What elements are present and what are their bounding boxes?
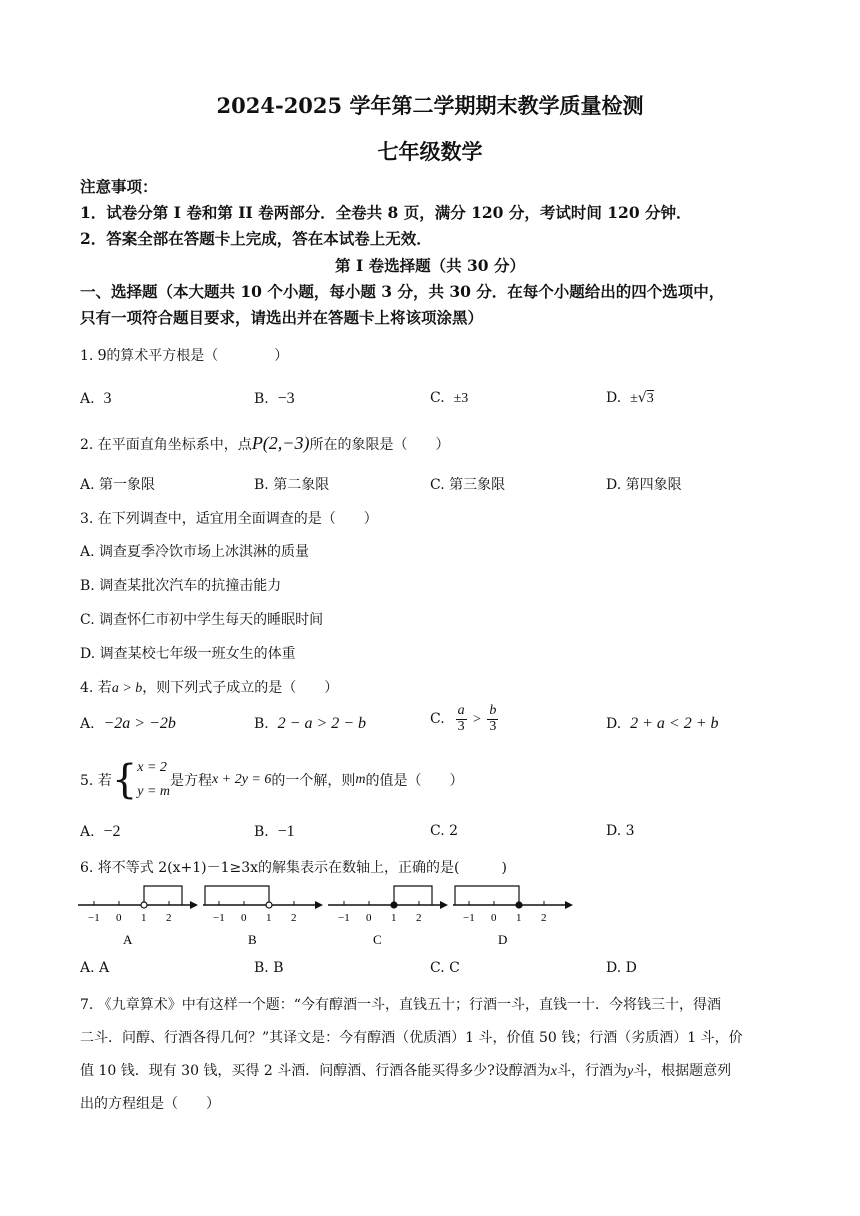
- question-7-line-2: 二斗．问醇、行酒各得几何？”其译文是：今有醇酒（优质酒）1 斗，价值 50 钱；行酒（劣质酒）1 斗，价: [80, 1030, 743, 1046]
- q4-option-c: C. $\frac{a}{3}$ > $\frac{b}{3}$: [430, 703, 497, 734]
- q1-expression: 9: [97, 345, 107, 364]
- number-line-c: [328, 880, 448, 954]
- q6-option-b: B. B: [254, 960, 284, 976]
- q5-system: x = 2 y = m: [137, 760, 171, 799]
- svg-text:2: 2: [291, 912, 297, 924]
- question-3-stem: 3. 在下列调查中，适宜用全面调查的是（ ）: [80, 511, 378, 527]
- question-2-stem: 2. 在平面直角坐标系中，点P(2,−3)所在的象限是（ ）: [80, 433, 450, 453]
- number-line-a: [78, 880, 198, 954]
- notice-item-2: 2．答案全部在答题卡上完成，答在本试卷上无效．: [80, 229, 432, 248]
- q3-option-b: B. 调查某批次汽车的抗撞击能力: [80, 578, 282, 594]
- q1-option-d: D. ±√3: [606, 390, 654, 406]
- q4-option-b: B. 2 − a > 2 − b: [254, 715, 367, 732]
- svg-text:2: 2: [416, 912, 422, 924]
- q6-option-c: C. C: [430, 960, 460, 976]
- question-4-stem: 4. 若a > b，则下列式子成立的是（ ）: [80, 680, 339, 696]
- q1-option-a: A. 3: [80, 390, 112, 407]
- section-instruction-2: 只有一项符合题目要求，请选出并在答题卡上将该项涂黑）: [80, 308, 484, 327]
- notice-heading: 注意事项：: [80, 177, 158, 196]
- svg-text:C: C: [373, 932, 382, 947]
- q5-option-b: B. −1: [254, 823, 295, 840]
- q4-condition: a > b: [111, 681, 143, 696]
- q6-option-a: A. A: [80, 960, 110, 976]
- question-5-stem: 5. 若{ x = 2 y = m 是方程x + 2y = 6的一个解，则m的值是（ ）: [80, 757, 464, 803]
- svg-text:−1: −1: [338, 912, 350, 924]
- q5-option-d: D. 3: [606, 823, 635, 839]
- q4-fraction-b: $\frac{b}{3}$: [489, 703, 497, 734]
- q2-option-d: D. 第四象限: [606, 477, 682, 493]
- q2-option-c: C. 第三象限: [430, 477, 506, 493]
- sqrt-icon: √: [637, 390, 647, 406]
- question-1-stem: [80, 345, 288, 365]
- svg-text:1: 1: [141, 912, 147, 924]
- q3-option-c: C. 调查怀仁市初中学生每天的睡眠时间: [80, 612, 324, 628]
- svg-text:2: 2: [166, 912, 172, 924]
- q4-fraction-a: $\frac{a}{3}$: [457, 703, 465, 734]
- section-instruction-1: 一、选择题（本大题共 10 个小题，每小题 3 分，共 30 分．在每个小题给出的四个选项中，: [80, 282, 725, 301]
- svg-text:2: 2: [541, 912, 547, 924]
- q3-option-a: A. 调查夏季冷饮市场上冰淇淋的质量: [80, 544, 310, 560]
- svg-text:−1: −1: [463, 912, 475, 924]
- number-line-d: [453, 880, 573, 954]
- q2-point: P(2,−3): [251, 433, 310, 453]
- svg-text:0: 0: [366, 912, 372, 924]
- q6-option-d: D. D: [606, 960, 637, 976]
- svg-text:0: 0: [241, 912, 247, 924]
- question-6-stem: 6. 将不等式 2(x+1)－1≥3x的解集表示在数轴上，正确的是( ): [80, 860, 507, 876]
- q1-option-b: B. −3: [254, 390, 295, 407]
- q5-option-a: A. −2: [80, 823, 121, 840]
- svg-text:A: A: [123, 932, 133, 947]
- svg-text:D: D: [498, 932, 508, 947]
- svg-text:B: B: [248, 932, 257, 947]
- notice-item-1: 1．试卷分第 I 卷和第 II 卷两部分．全卷共 8 页，满分 120 分，考试时间 120 分钟．: [80, 203, 692, 222]
- q2-option-b: B. 第二象限: [254, 477, 330, 493]
- svg-text:0: 0: [116, 912, 122, 924]
- svg-text:−1: −1: [88, 912, 100, 924]
- svg-text:0: 0: [491, 912, 497, 924]
- q5-equation: x + 2y = 6: [212, 772, 272, 787]
- exam-subtitle: 七年级数学: [377, 139, 483, 164]
- q4-option-d: D. 2 + a < 2 + b: [606, 715, 719, 732]
- q3-option-d: D. 调查某校七年级一班女生的体重: [80, 646, 296, 662]
- question-7-line-4: 出的方程组是（ ）: [80, 1096, 220, 1112]
- number-line-b: [203, 880, 323, 954]
- svg-text:1: 1: [391, 912, 397, 924]
- svg-text:1: 1: [266, 912, 272, 924]
- q4-option-a: A. −2a > −2b: [80, 715, 176, 732]
- question-7-line-3: 值 10 钱．现有 30 钱，买得 2 斗酒．问醇酒、行酒各能买得多少?设醇酒为x斗，行酒为y斗，根据题意列: [80, 1063, 732, 1079]
- q1-option-c: C. ±3: [430, 390, 469, 406]
- svg-text:1: 1: [516, 912, 522, 924]
- question-7-line-1: 7. 《九章算术》中有这样一个题：“今有醇酒一斗，直钱五十；行酒一斗，直钱一十．今将钱三十，得酒: [80, 997, 721, 1013]
- svg-text:−1: −1: [213, 912, 225, 924]
- exam-title: 2024-2025 学年第二学期期末教学质量检测: [216, 93, 644, 118]
- q2-option-a: A. 第一象限: [80, 477, 156, 493]
- q5-option-c: C. 2: [430, 823, 459, 839]
- q1-number: 1.: [80, 348, 94, 364]
- q1-text: 的算术平方根是（ ）: [106, 348, 289, 364]
- brace-icon: {: [111, 757, 138, 803]
- section-heading: 第 I 卷选择题（共 30 分）: [335, 256, 525, 275]
